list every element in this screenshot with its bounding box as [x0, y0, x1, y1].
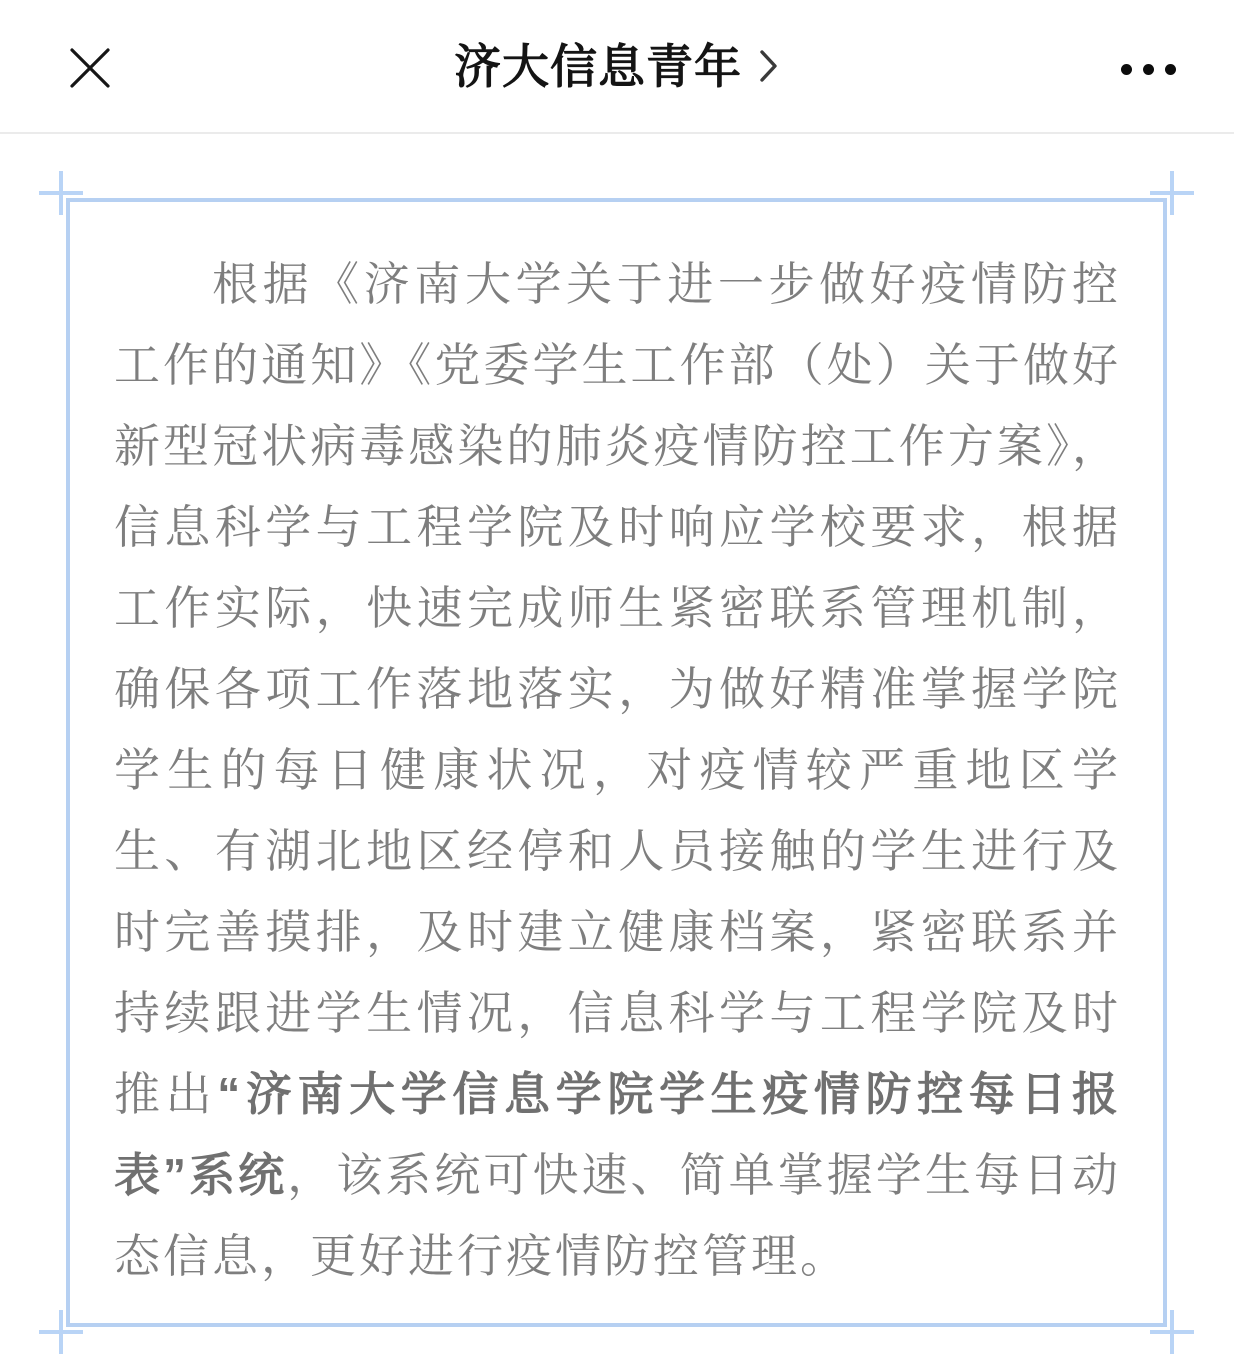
corner-crosshair-bottom-right-icon — [1150, 1310, 1194, 1354]
article-paragraph — [114, 244, 1121, 1297]
chevron-right-icon — [758, 46, 780, 91]
close-icon — [66, 44, 114, 92]
paragraph-highlight-segment: “济南大学信息学院学生疫情防控每日报表”系统 — [114, 1068, 1122, 1201]
close-button[interactable] — [62, 40, 118, 96]
official-account-title[interactable] — [454, 39, 780, 93]
more-icon — [1121, 64, 1132, 75]
page-title: 济大信息青年 — [454, 39, 742, 93]
framed-text-box — [66, 198, 1167, 1327]
paragraph-segment: 根据《济南大学关于进一步做好疫情防控工作的通知》《党委学生工作部（处）关于做好新型冠状病毒感染的肺炎疫情防控工作方案》，信息科学与工程学院及时响应学校要求，根据工作实际，快速完成师生紧密联系管理机制，确保各项工作落地落实，为做好精准掌握学院学生的每日健康状况，对疫情较严重地区学生、有湖北地区经停和人员接触的学生进行及时完善摸排，及时建立健康档案，紧密联系并持续跟进学生情况，信息科学与工程学院及时推出 — [114, 258, 1121, 1120]
navbar — [0, 0, 1234, 134]
paragraph-segment: ，该系统可快速、简单掌握学生每日动态信息，更好进行疫情防控管理。 — [114, 1149, 1122, 1282]
corner-crosshair-top-right-icon — [1150, 171, 1194, 215]
more-button[interactable] — [1121, 46, 1176, 92]
corner-crosshair-bottom-left-icon — [39, 1310, 83, 1354]
article-body — [0, 198, 1234, 1327]
more-icon — [1165, 64, 1176, 75]
more-icon — [1143, 64, 1154, 75]
corner-crosshair-top-left-icon — [39, 171, 83, 215]
